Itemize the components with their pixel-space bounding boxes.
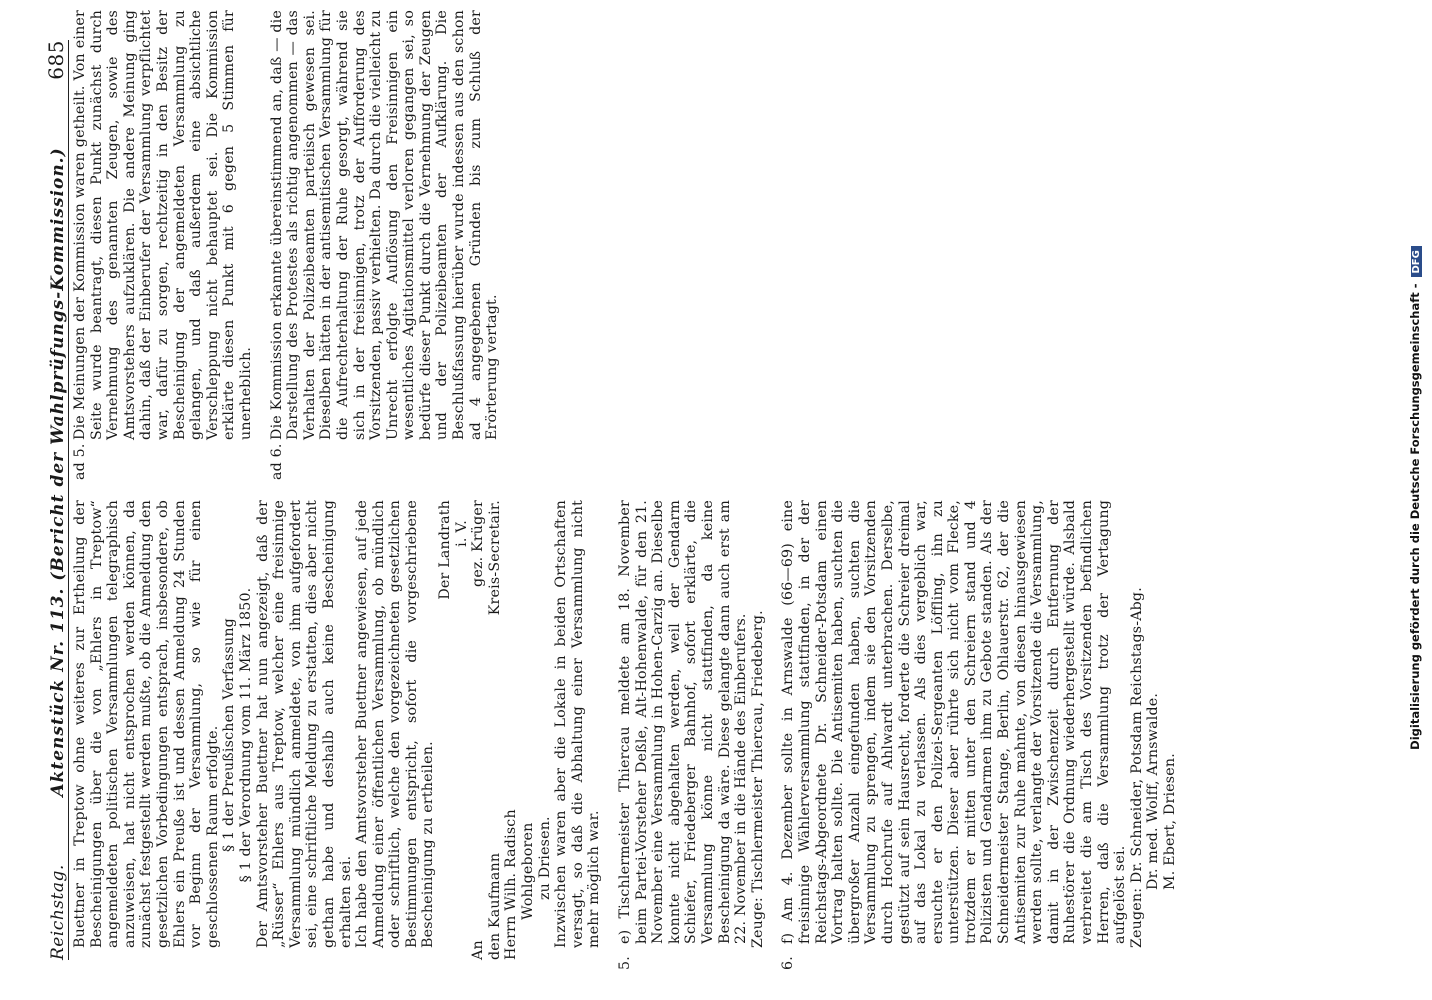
item-5 (617, 500, 750, 970)
signature-iv: i. V. (453, 520, 470, 547)
page-number: 685 (44, 40, 68, 80)
ad-number: ad 5. (72, 443, 88, 480)
ad-text: Die Meinungen der Kommission waren getheilt. Von einer Seite wurde beantragt, diesen Punkt zunächst durch Vernehmung des genannten Zeugen, sowie des Amtsvorstehers aufzuklären. Die andere Meinung ging dahin, daß der Einberufer der Versammlung verpflichtet war, dafür zu sorgen, rechtzeitig in den Besitz der Bescheinigung der angemeldeten Versammlung zu gelangen, und daß außerdem eine absichtliche Verschleppung nicht behauptet sei. Die Kommission erklärte diesen Punkt mit 6 gegen 5 Stimmen für unerheblich. (72, 10, 254, 440)
signature-role: Kreis-Secretair. (486, 500, 503, 616)
address-block (470, 500, 553, 970)
paragraph: Ich habe den Amtsvorsteher Buettner angewiesen, auf jede Anmeldung einer öffentlichen Versammlung, ob mündlich oder schriftlich, welche den vorgezeichneten gesetzlichen Bestimmungen entspricht, sofort die vorgeschriebene Bescheinigung zu ertheilen. (354, 500, 437, 948)
item-text: e) Tischlermeister Thiercau meldete am 18. November beim Partei-Vorsteher Deßle, Alt-Hohenwalde, für den 21. November eine Versammlung in Hohen-Carzig an. Dieselbe konnte nicht abgehalten werden, weil der Gendarm Schiefer, Friedeberger Bahnhof, sofort erklärte, die Versammlung könne nicht stattfinden, da keine Bescheinigung da wäre. Diese gelangte dann auch erst am 22. November in die Hände des Einberufers. (617, 500, 750, 944)
law-citation: § 1 der Preußischen Verfassung (221, 618, 238, 852)
address-line: Herrn Wilh. Radisch (503, 809, 520, 960)
ad-6 (269, 10, 501, 480)
item-6 (780, 500, 1128, 970)
address-line: den Kaufmann (486, 852, 503, 960)
paragraph: Der Amtsvorsteher Buettner hat nun angezeigt, daß der „Rüsser“ Ehlers aus Treptow, welcher eine freisinnige Versammlung mündlich anmeldete, von ihm aufgefordert sei, eine schriftliche Meldung zu erstatten, dies aber nicht gethan habe und deshalb auch keine Bescheinigung erhalten sei. (254, 500, 354, 948)
ad-text: Die Kommission erkannte übereinstimmend an, daß — die Darstellung des Protestes als richtig angenommen — das Verhalten der Polizeibeamten parteiisch gewesen sei. Dieselben hätten in der antisemitischen Versammlung für die Aufrechterhaltung der Ruhe gesorgt, während sie sich in der freisinnigen, trotz der Aufforderung des Vorsitzenden, passiv verhielten. Da durch die vielleicht zu Unrecht erfolgte Auflösung den Freisinnigen ein wesentliches Agitationsmittel verloren gegangen sei, so bedürfe dieser Punkt durch die Vernehmung der Zeugen und der Polizeibeamten der Aufklärung. Die Beschlußfassung hierüber wurde indessen aus den schon ad 4 angegebenen Gründen bis zum Schluß der Erörterung vertagt. (268, 10, 501, 440)
address-line: Wohlgeboren (520, 822, 537, 920)
paragraph: Buettner in Treptow ohne weiteres zur Ertheilung der Bescheinigungen über die von „Ehlers in Treptow“ angemeldeten politischen Versammlungen telegraphisch anzuweisen, hat nicht entsprochen werden können, da zunächst festgestellt werden mußte, ob die Anmeldung den gesetzlichen Vorbedingungen entsprach, insbesondere, ob Ehlers ein Preuße ist und dessen Anmeldung 24 Stunden vor Beginn der Versammlung, so wie für einen geschlossenen Raum erfolgte. (72, 500, 221, 948)
header-left: Reichstag. (48, 864, 68, 960)
left-column (72, 500, 1179, 970)
item-number: 6. (780, 956, 797, 970)
signature-name: gez. Krüger (470, 500, 487, 587)
witness-line: Dr. med. Wolff, Arnswalde. (1145, 692, 1162, 890)
digitization-text: Digitalisierung gefördert durch die Deutsche Forschungsgemeinschaft - (1408, 283, 1422, 750)
address-line: An (470, 940, 487, 960)
witness-line: Zeugen: Dr. Schneider, Potsdam Reichstags-Abg. (1128, 587, 1145, 948)
law-citation: § 1 der Verordnung vom 11. März 1850. (237, 587, 254, 883)
paragraph: Inzwischen waren aber die Lokale in beiden Ortschaften versagt, so daß die Abhaltung einer Versammlung nicht mehr möglich war. (553, 500, 603, 948)
address-line: zu Driesen. (536, 816, 553, 900)
witness-line: Zeuge: Tischlermeister Thiercau, Friedeberg. (749, 610, 766, 948)
ad-5 (72, 10, 255, 480)
item-number: 5. (617, 956, 633, 970)
right-column (72, 10, 501, 480)
page-header (28, 40, 69, 960)
digitization-note (1408, 0, 1428, 1000)
header-title: Aktenstück Nr. 113. (Bericht der Wahlprüfungs-Kommission.) (48, 147, 68, 797)
dfg-logo: DFG (1411, 246, 1422, 277)
witness-line: M. Ebert, Driesen. (1162, 753, 1178, 890)
ad-number: ad 6. (268, 443, 285, 480)
item-text: f) Am 4. Dezember sollte in Arnswalde (66—69) eine freisinnige Wählerversammlung stattfinden, in der der Reichstags-Abgeordnete Dr. Schneider-Potsdam einen Vortrag halten sollte. Die Antisemiten haben, suchten die übergroßer Anzahl eingefunden haben, suchten die Versammlung zu sprengen, indem sie den Vorsitzenden durch Hochrufe auf Ahlwardt unterbrachen. Derselbe, gestützt auf sein Hausrecht, forderte die Schreier dreimal auf das Lokal zu verlassen. Als dies vergeblich war, ersuchte er den Polizei-Sergeanten Löffling, ihn zu unterstützen. Dieser aber rührte sich nicht vom Flecke, trotzdem er mitten unter den Schreiern stand und 4 Polizisten und Gendarmen ihm zu Gebote standen. Als der Schneidermeister Stange, Berlin, Ohlauerstr. 62, der die Antisemiten zur Ruhe mahnte, von diesen hinausgewiesen werden sollte, verlangte der Vorsitzende die Versammlung, damit in der Zwischenzeit durch Entfernung der Ruhestörer die Ordnung wiederhergestellt würde. Alsbald verbreitet die am Tisch des Vorsitzenden befindlichen Herren, daß die Versammlung trotz der Vertagung aufgelöst sei. (780, 500, 1129, 944)
signature-office: Der Landrath (437, 500, 454, 600)
